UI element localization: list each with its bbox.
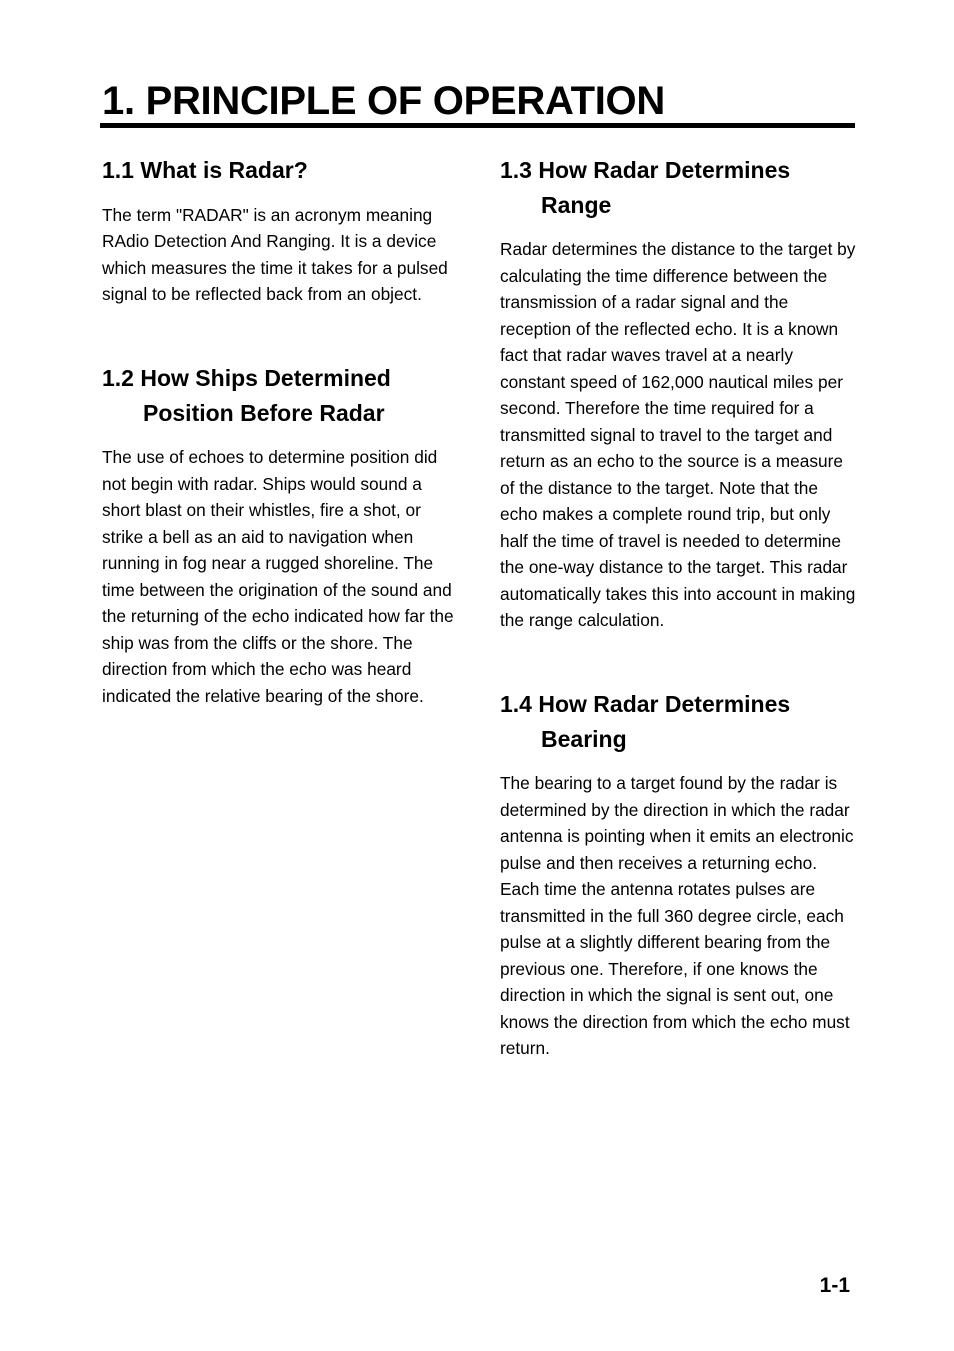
section-heading: 1.2 How Ships Determined Position Before Radar	[102, 365, 391, 426]
title-rule	[100, 123, 855, 128]
section-range	[500, 153, 860, 634]
section-body: The use of echoes to determine position did not begin with radar. Ships would sound a short blast on their whistles, fire a shot, or strike a bell as an aid to navigation when running in fog near a rugged shoreline. The time between the origination of the sound and the returning of the echo indicated how far the ship was from the cliffs or the shore. The direction from which the echo was heard indicated the relative bearing of the shore.	[102, 447, 454, 706]
page-number: 1-1	[819, 1274, 850, 1297]
section-bearing	[500, 687, 860, 1062]
section-body: Radar determines the distance to the target by calculating the time difference between the transmission of a radar signal and the reception of the reflected echo. It is a known fact that radar waves travel at a nearly constant speed of 162,000 nautical miles per second. Therefore the time required for a transmitted signal to travel to the target and return as an echo to the source is a measure of the distance to the target. Note that the echo makes a complete round trip, but only half the time of travel is needed to determine the one-way distance to the target. This radar automatically takes this into account in making the range calculation.	[500, 239, 856, 630]
section-heading: 1.4 How Radar Determines Bearing	[500, 691, 791, 752]
chapter-title: 1. PRINCIPLE OF OPERATION	[102, 79, 665, 123]
section-heading: 1.1 What is Radar?	[102, 157, 308, 183]
section-body: The bearing to a target found by the radar is determined by the direction in which the radar antenna is pointing when it emits an electronic pulse and then receives a returning echo. Each time the antenna rotates pulses are transmitted in the full 360 degree circle, each pulse at a slightly different bearing from the previous one. Therefore, if one knows the direction in which the signal is sent out, one knows the direction from which the echo must return.	[500, 773, 854, 1058]
section-heading: 1.3 How Radar Determines Range	[500, 157, 791, 218]
section-body: The term "RADAR" is an acronym meaning RAdio Detection And Ranging. It is a device which measures the time it takes for a pulsed signal to be reflected back from an object.	[102, 204, 448, 304]
section-ships-position	[102, 361, 462, 709]
section-what-is-radar	[102, 153, 462, 308]
